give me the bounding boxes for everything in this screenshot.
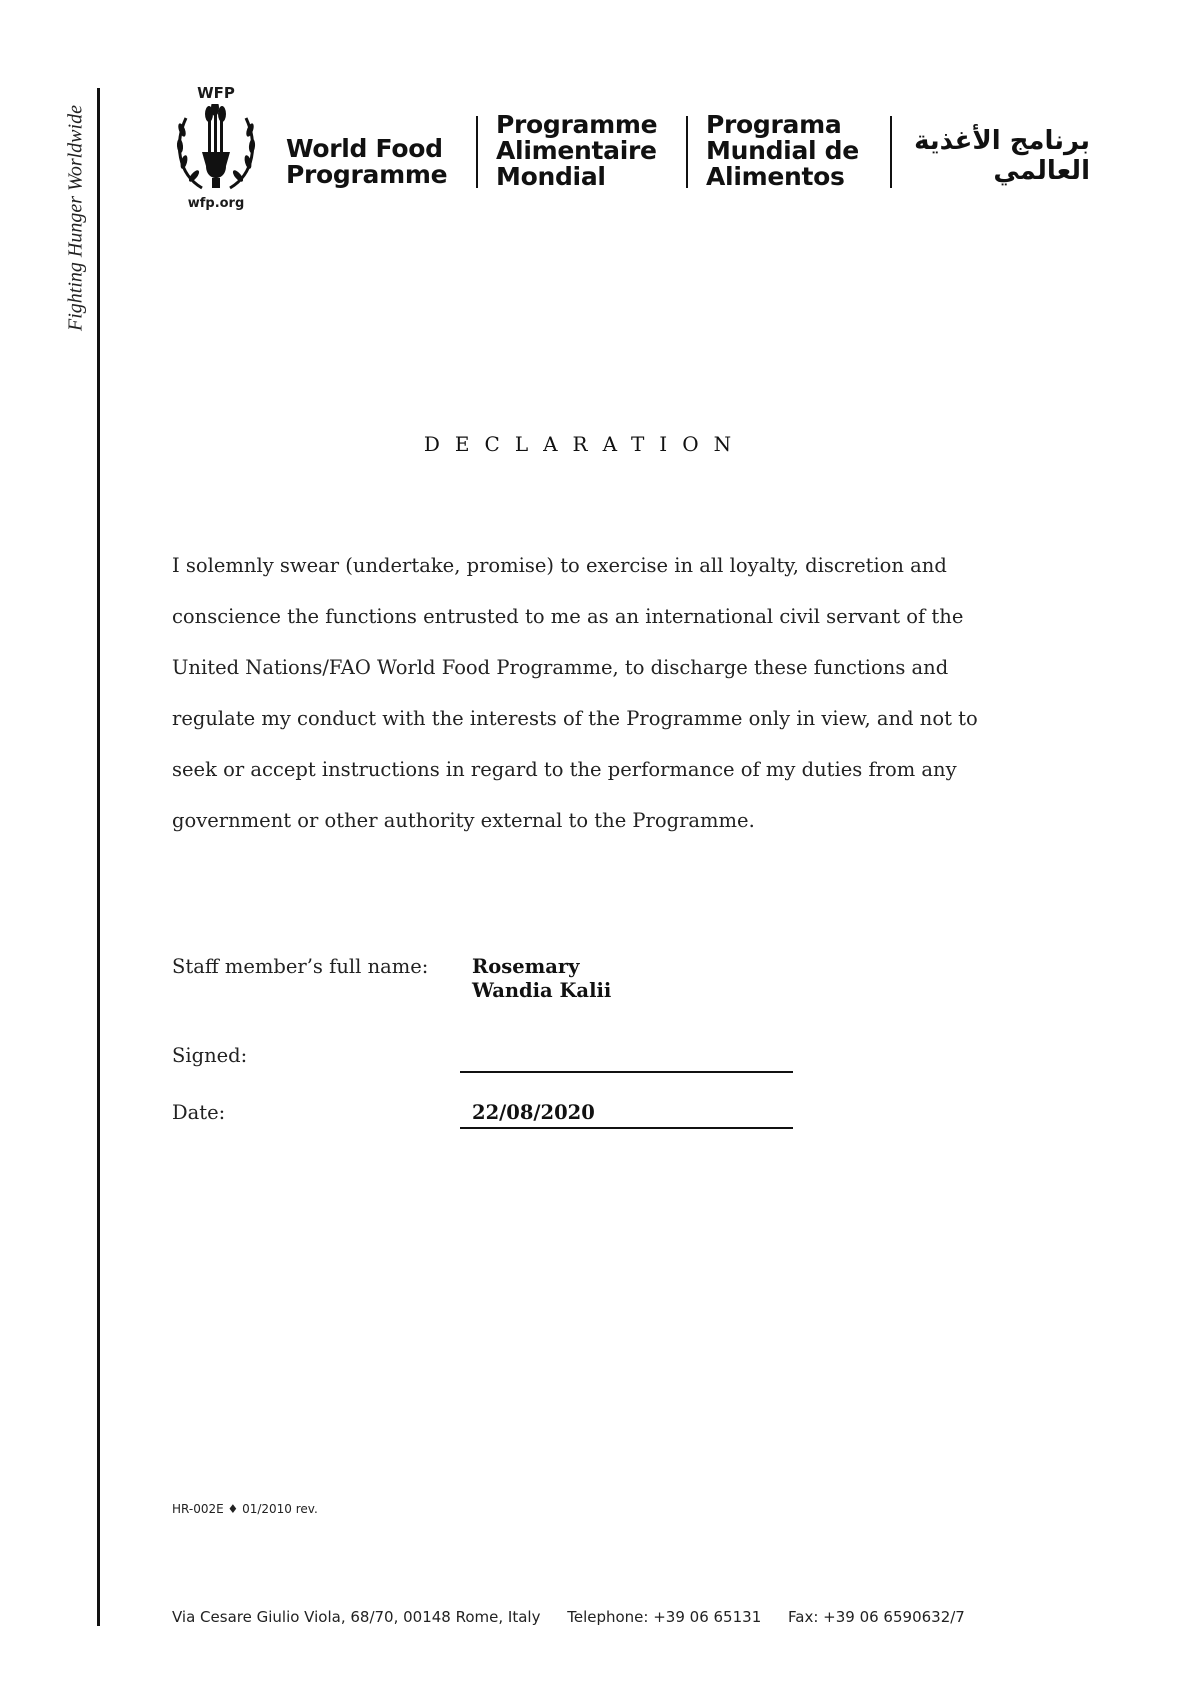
wfp-emblem — [170, 84, 262, 216]
name-french-line: Mondial — [496, 162, 606, 191]
date-line — [460, 1127, 793, 1129]
footer-address: Via Cesare Giulio Viola, 68/70, 00148 Rome, Italy — [172, 1608, 541, 1626]
signed-label: Signed: — [172, 1044, 248, 1067]
date-label: Date: — [172, 1101, 226, 1124]
name-spanish-line: Programa — [706, 110, 842, 139]
full-name-value-line2: Wandia Kalii — [472, 979, 612, 1002]
body-line: conscience the functions entrusted to me as an international civil servant of the — [172, 605, 964, 628]
wfp-logo-acronym: WFP — [197, 84, 235, 102]
declaration-body — [172, 540, 1002, 846]
name-english — [286, 136, 447, 188]
header-separator — [686, 116, 688, 188]
body-line: I solemnly swear (undertake, promise) to exercise in all loyalty, discretion and — [172, 554, 947, 577]
date-value: 22/08/2020 — [472, 1101, 595, 1124]
body-line: regulate my conduct with the interests of the Programme only in view, and not to — [172, 707, 978, 730]
header-separator — [890, 116, 892, 188]
margin-rule — [97, 88, 100, 1626]
signature-line — [460, 1071, 793, 1073]
full-name-label: Staff member’s full name: — [172, 955, 429, 978]
form-code: HR-002E ♦ 01/2010 rev. — [172, 1502, 318, 1516]
wfp-logo-url: wfp.org — [187, 196, 245, 211]
name-spanish — [706, 112, 859, 190]
name-english-line: World Food — [286, 134, 443, 163]
name-spanish-line: Alimentos — [706, 162, 845, 191]
header-separator — [476, 116, 478, 188]
name-english-line: Programme — [286, 160, 448, 189]
name-french — [496, 112, 657, 190]
sidebar-tagline: Fighting Hunger Worldwide — [64, 105, 87, 331]
page-title: DECLARATION — [423, 432, 747, 456]
name-arabic-line: برنامج الأغذية — [914, 126, 1090, 156]
full-name-value-line1: Rosemary — [472, 955, 580, 978]
name-french-line: Programme — [496, 110, 658, 139]
name-french-line: Alimentaire — [496, 136, 657, 165]
body-line: government or other authority external to the Programme. — [172, 809, 755, 832]
footer-telephone: Telephone: +39 06 65131 — [567, 1608, 762, 1626]
name-arabic — [900, 126, 1090, 186]
name-spanish-line: Mundial de — [706, 136, 859, 165]
footer-fax: Fax: +39 06 6590632/7 — [788, 1608, 965, 1626]
body-line: seek or accept instructions in regard to the performance of my duties from any — [172, 758, 957, 781]
name-arabic-line: العالمي — [993, 156, 1090, 186]
wheat-wreath-icon — [172, 104, 260, 194]
body-line: United Nations/FAO World Food Programme, to discharge these functions and — [172, 656, 949, 679]
footer — [172, 1608, 987, 1626]
